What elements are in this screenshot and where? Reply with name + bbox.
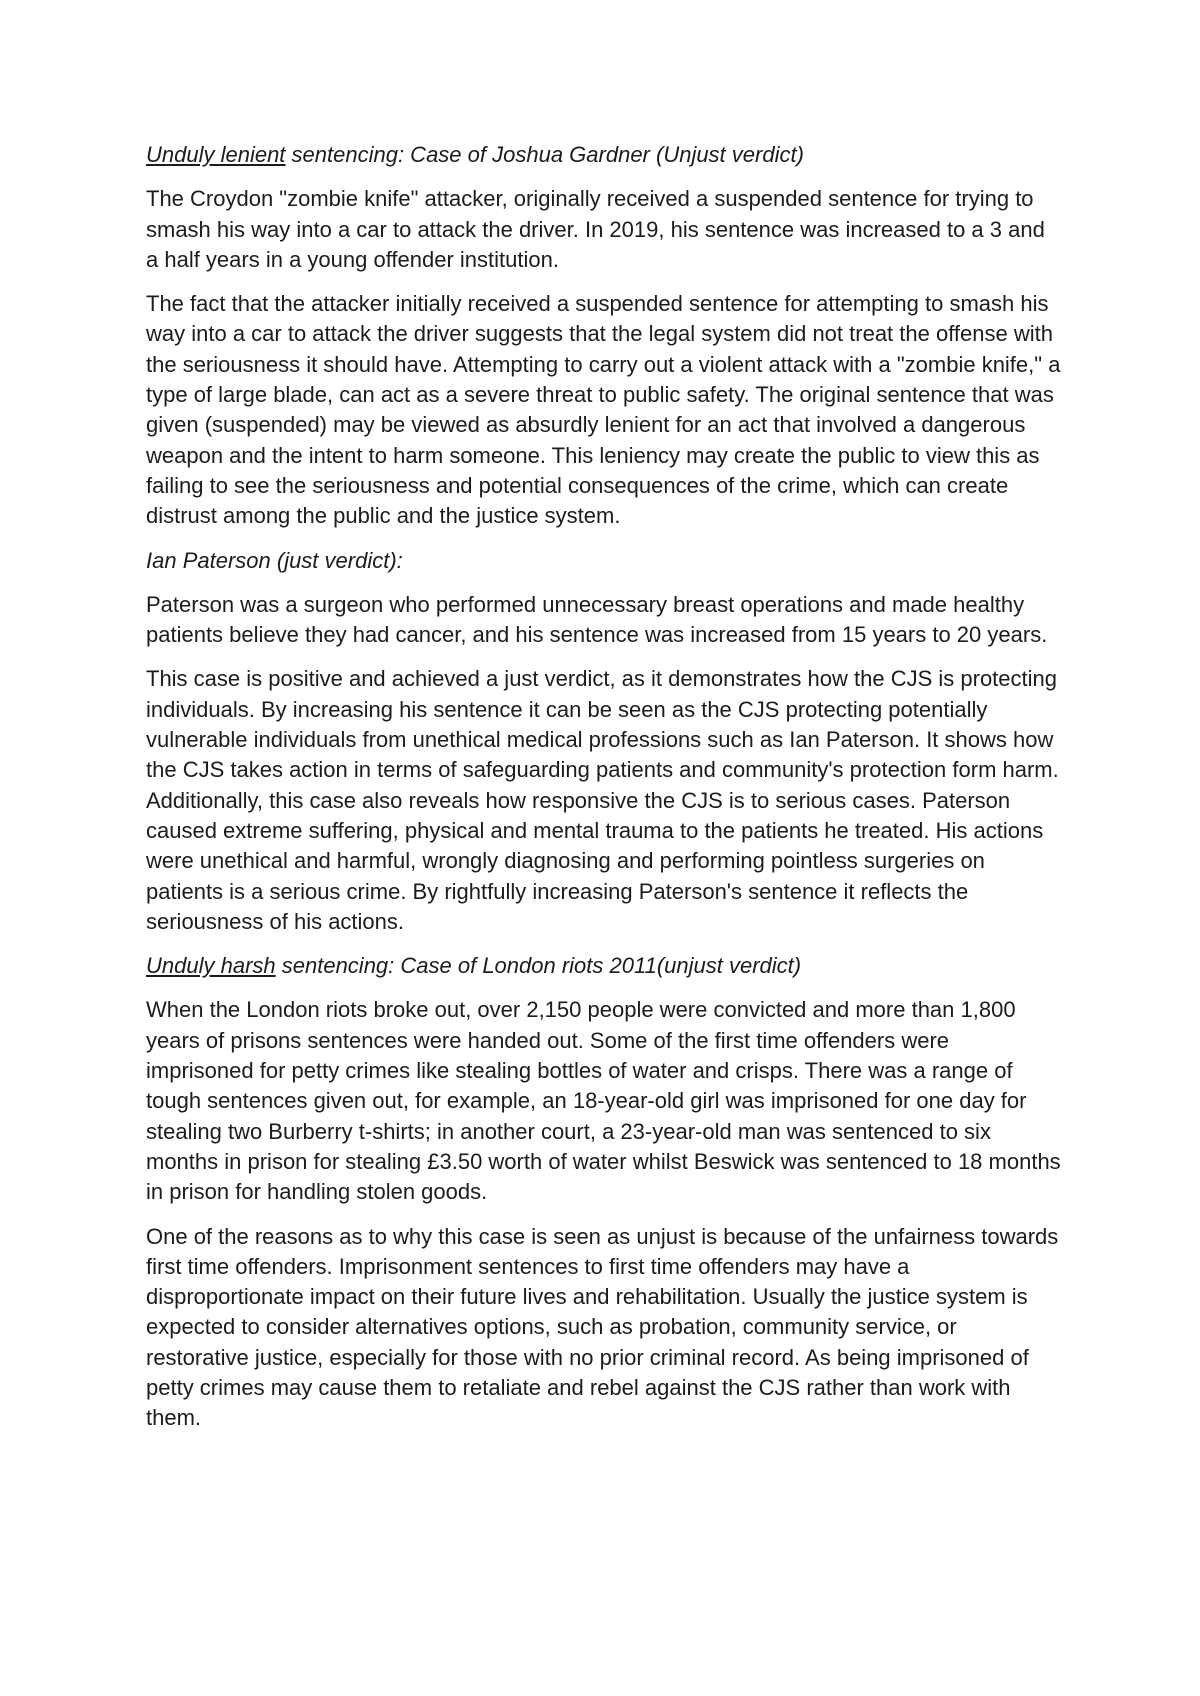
paragraph: One of the reasons as to why this case is seen as unjust is because of the unfairness towards first time offenders. Imprisonment sentences to first time offenders may have a disproportionate impact on their future lives and rehabilitation. Usually the justice system is expected to consider alternatives options, such as probation, community service, or restorative justice, especially for those with no prior criminal record. As being imprisoned of petty crimes may cause them to retaliate and rebel against the CJS rather than work with them.	[146, 1223, 1059, 1431]
paragraph: Paterson was a surgeon who performed unnecessary breast operations and made healthy patients believe they had cancer, and his sentence was increased from 15 years to 20 years.	[146, 591, 1048, 648]
heading-text: sentencing: Case of London riots 2011(unjust verdict)	[275, 953, 802, 979]
heading-text: Ian Paterson (just verdict):	[146, 547, 403, 573]
heading-underlined-term: Unduly lenient	[146, 142, 286, 167]
section-heading-joshua-gardner	[146, 140, 1061, 170]
paragraph: When the London riots broke out, over 2,150 people were convicted and more than 1,800 years of prisons sentences were handed out. Some of the first time offenders were imprisoned for petty crimes like stealing bottles of water and crisps. There was a range of tough sentences given out, for example, an 18-year-old girl was imprisoned for one day for stealing two Burberry t-shirts; in another court, a 23-year-old man was sentenced to six months in prison for stealing £3.50 worth of water whilst Beswick was sentenced to 18 months in prison for handling stolen goods.	[146, 997, 1061, 1205]
document-page	[146, 140, 1061, 1448]
heading-underlined-term: Unduly harsh	[146, 953, 276, 979]
paragraph: The fact that the attacker initially received a suspended sentence for attempting to smash his way into a car to attack the driver suggests that the legal system did not treat the offense with the seriousness it should have. Attempting to carry out a violent attack with a "zombie knife," a type of large blade, can act as a severe threat to public safety. The original sentence that was given (suspended) may be viewed as absurdly lenient for an act that involved a dangerous weapon and the intent to harm someone. This leniency may create the public to view this as failing to see the seriousness and potential consequences of the crime, which can create distrust among the public and the justice system.	[146, 291, 1061, 529]
section-heading-ian-paterson	[146, 546, 1061, 576]
section-heading-london-riots	[146, 951, 1061, 981]
paragraph: This case is positive and achieved a just verdict, as it demonstrates how the CJS is protecting individuals. By increasing his sentence it can be seen as the CJS protecting potentially vulnerable individuals from unethical medical professions such as Ian Paterson. It shows how the CJS takes action in terms of safeguarding patients and community's protection form harm. Additionally, this case also reveals how responsive the CJS is to serious cases. Paterson caused extreme suffering, physical and mental trauma to the patients he treated. His actions were unethical and harmful, wrongly diagnosing and performing pointless surgeries on patients is a serious crime. By rightfully increasing Paterson's sentence it reflects the seriousness of his actions.	[146, 666, 1059, 934]
heading-text: sentencing: Case of Joshua Gardner (Unjust verdict)	[285, 142, 804, 167]
paragraph: The Croydon "zombie knife" attacker, originally received a suspended sentence for trying to smash his way into a car to attack the driver. In 2019, his sentence was increased to a 3 and a half years in a young offender institution.	[146, 186, 1045, 272]
